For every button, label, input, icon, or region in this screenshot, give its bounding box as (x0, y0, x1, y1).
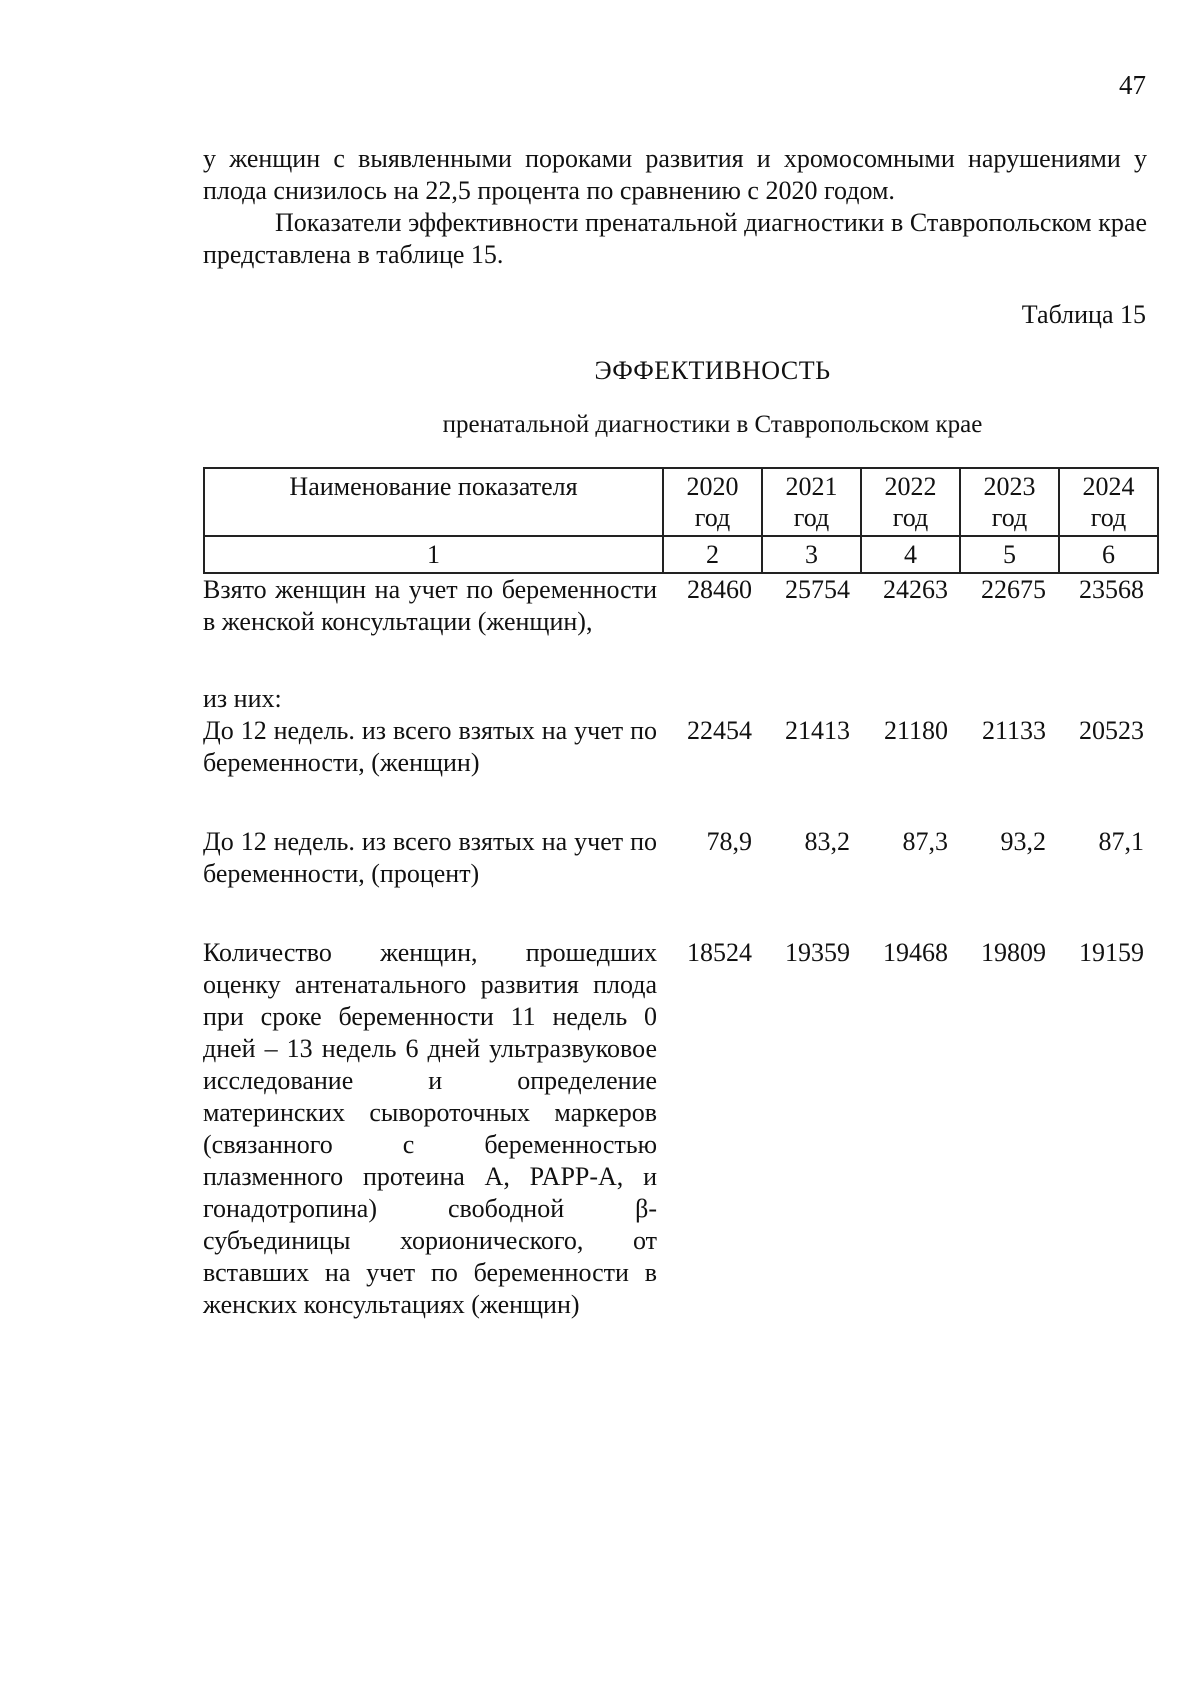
row-value: 21133 (981, 716, 1046, 745)
row-value: 28460 (687, 575, 752, 604)
table-row (203, 826, 1148, 890)
row-value: 19809 (981, 938, 1046, 967)
row-value: 93,2 (1000, 827, 1046, 856)
row-value: 19159 (1079, 938, 1144, 967)
paragraph-1: у женщин с выявленными пороками развития и хромосомными нарушениями у плода снизилось на 22,5 процента по сравнению с 2020 годом. (203, 144, 1147, 205)
table-header (203, 467, 1159, 574)
row-value: 24263 (883, 575, 948, 604)
header-year-2023: 2023 год (960, 468, 1059, 536)
row-value: 19468 (883, 938, 948, 967)
row-value: 25754 (785, 575, 850, 604)
row-value: 87,3 (902, 827, 948, 856)
row-label: Количество женщин, прошедших оценку антенатального развития плода при сроке беременности 11 недель 0 дней – 13 недель 6 дней ультразвуковое исследование и определение материнских сывороточных маркеров (связанного с беременностью плазменного протеина А, PAPP-A, и гонадотропина) свободной β-субъединицы хорионического, от вставших на учет по беременности в женских консультациях (женщин) (203, 938, 657, 1319)
table-body (203, 574, 1148, 1321)
header-year-2021: 2021 год (762, 468, 861, 536)
column-number: 1 (204, 536, 663, 573)
paragraph-2: Показатели эффективности пренатальной диагностики в Ставропольском крае представлена в таблице 15. (203, 208, 1147, 269)
header-year-2022: 2022 год (861, 468, 960, 536)
column-number: 6 (1059, 536, 1158, 573)
row-subheading: из них: (203, 684, 282, 713)
row-value: 78,9 (706, 827, 752, 856)
header-year-2020: 2020 год (663, 468, 762, 536)
row-value: 18524 (687, 938, 752, 967)
row-value: 22675 (981, 575, 1046, 604)
row-value: 20523 (1079, 716, 1144, 745)
row-value: 83,2 (804, 827, 850, 856)
column-number: 5 (960, 536, 1059, 573)
table-row (203, 574, 1148, 638)
row-value: 22454 (687, 716, 752, 745)
table-row (203, 937, 1148, 1321)
column-number: 4 (861, 536, 960, 573)
page-number: 47 (1119, 70, 1146, 100)
table-title: ЭФФЕКТИВНОСТЬ (594, 356, 831, 385)
row-label: До 12 недель. из всего взятых на учет по беременности, (процент) (203, 827, 657, 888)
table-caption: Таблица 15 (1021, 300, 1146, 329)
row-value: 21180 (883, 716, 948, 745)
table-row (203, 715, 1148, 779)
header-row (204, 468, 1158, 536)
row-value: 23568 (1079, 575, 1144, 604)
column-number: 2 (663, 536, 762, 573)
row-value: 87,1 (1098, 827, 1144, 856)
row-label: До 12 недель. из всего взятых на учет по беременности, (женщин) (203, 716, 657, 777)
column-number: 3 (762, 536, 861, 573)
row-label: Взято женщин на учет по беременности в женской консультации (женщин), (203, 575, 657, 636)
column-number-row (204, 536, 1158, 573)
row-value: 19359 (785, 938, 850, 967)
header-name: Наименование показателя (204, 468, 663, 536)
header-year-2024: 2024 год (1059, 468, 1158, 536)
table-subtitle: пренатальной диагностики в Ставропольском крае (442, 411, 983, 438)
row-value: 21413 (785, 716, 850, 745)
